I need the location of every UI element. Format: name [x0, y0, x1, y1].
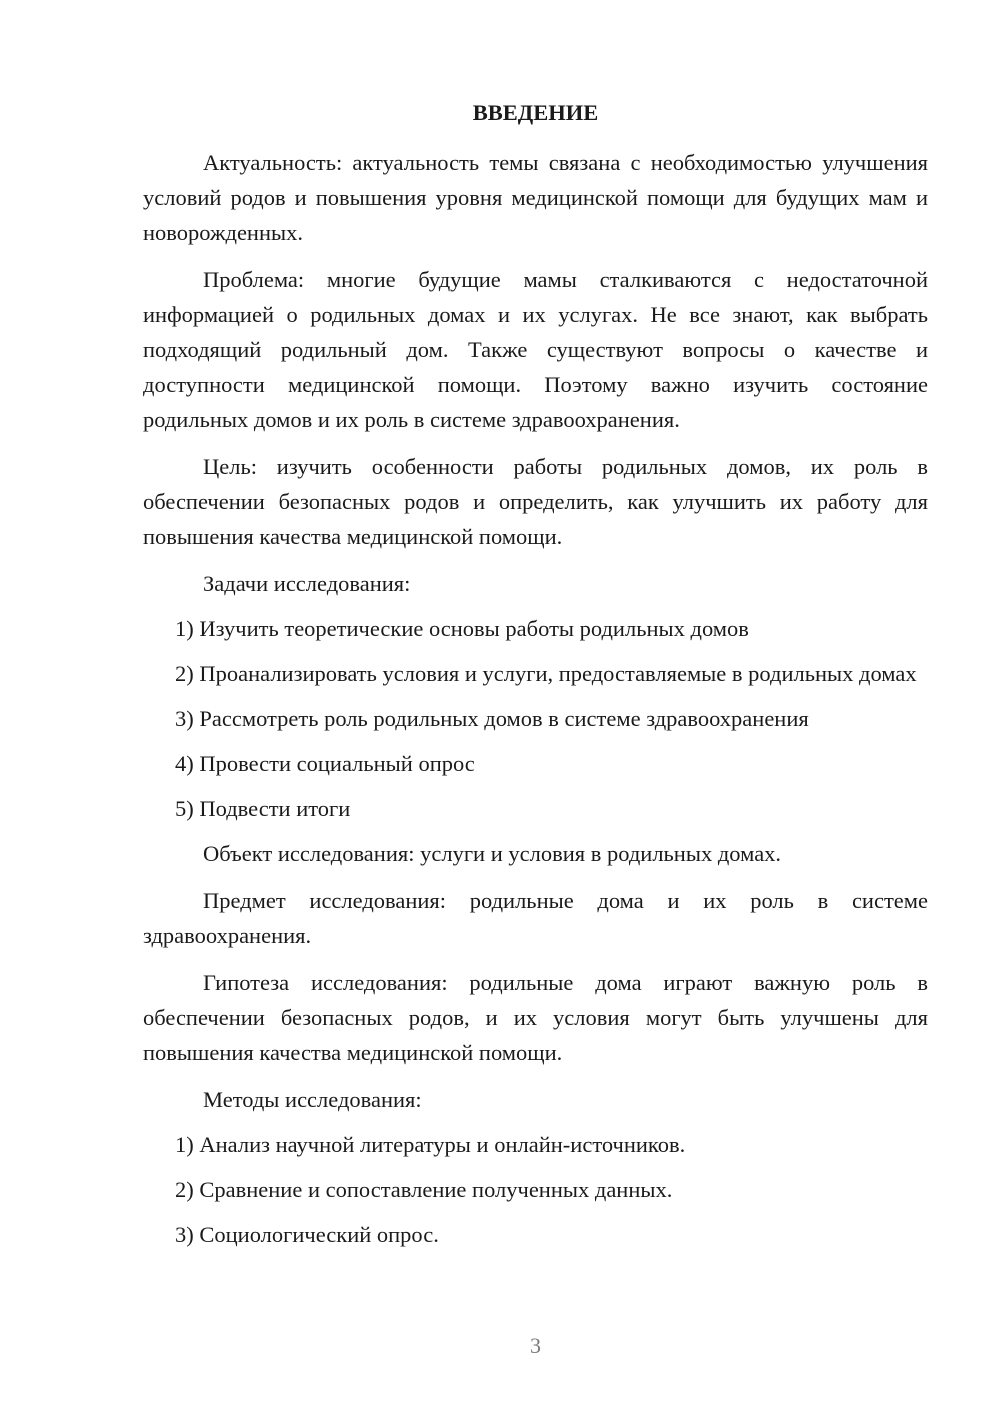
- relevance-paragraph: Актуальность: актуальность темы связана с необходимостью улучшения условий родов и повышения уровня медицинской помощи для будущих мам и новорожденных.: [143, 150, 928, 245]
- document-page: [143, 95, 928, 1262]
- tasks-heading: Задачи исследования:: [203, 571, 411, 596]
- method-item: 1) Анализ научной литературы и онлайн-источников.: [175, 1132, 686, 1157]
- task-item: 1) Изучить теоретические основы работы родильных домов: [175, 616, 749, 641]
- section-heading: ВВЕДЕНИЕ: [472, 100, 599, 125]
- task-item: 3) Рассмотреть роль родильных домов в системе здравоохранения: [175, 706, 809, 731]
- problem-paragraph: Проблема: многие будущие мамы сталкиваются с недостаточной информацией о родильных домах и их услугах. Не все знают, как выбрать подходящий родильный дом. Также существуют вопросы о качестве и доступности медицинской помощи. Поэтому важно изучить состояние родильных домов и их роль в системе здравоохранения.: [143, 267, 928, 432]
- object-paragraph: Объект исследования: услуги и условия в родильных домах.: [203, 841, 782, 866]
- task-item: 5) Подвести итоги: [175, 796, 351, 821]
- method-item: 3) Социологический опрос.: [175, 1222, 439, 1247]
- task-item: 4) Провести социальный опрос: [175, 751, 475, 776]
- task-item: 2) Проанализировать условия и услуги, предоставляемые в родильных домах: [175, 661, 917, 686]
- hypothesis-paragraph: Гипотеза исследования: родильные дома играют важную роль в обеспечении безопасных родов, и их условия могут быть улучшены для повышения качества медицинской помощи.: [143, 970, 928, 1065]
- subject-paragraph: Предмет исследования: родильные дома и их роль в системе здравоохранения.: [143, 888, 928, 948]
- goal-paragraph: Цель: изучить особенности работы родильных домов, их роль в обеспечении безопасных родов и определить, как улучшить их работу для повышения качества медицинской помощи.: [143, 454, 928, 549]
- page-number: 3: [530, 1333, 541, 1358]
- method-item: 2) Сравнение и сопоставление полученных данных.: [175, 1177, 673, 1202]
- methods-heading: Методы исследования:: [203, 1087, 422, 1112]
